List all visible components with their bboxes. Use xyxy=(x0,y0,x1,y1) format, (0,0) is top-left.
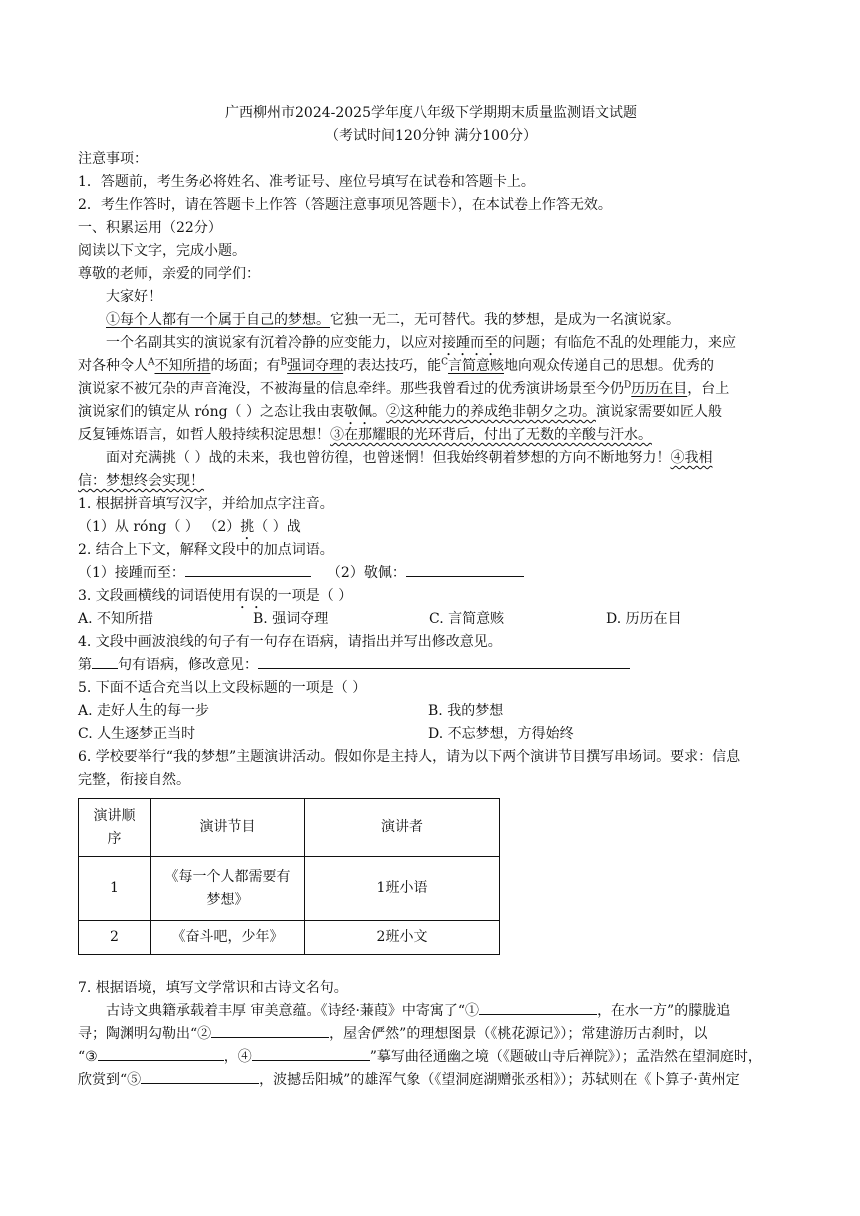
speech-program-table xyxy=(78,798,500,955)
page-title: 广西柳州市2024-2025学年度八年级下学期期末质量监测语文试题 xyxy=(225,105,637,121)
word-b: 强词夺理 xyxy=(287,358,344,374)
answer-blank[interactable] xyxy=(141,1069,259,1084)
option-d[interactable]: D. 历历在目 xyxy=(606,611,682,627)
word-c: 言简意赅 xyxy=(448,358,505,374)
word-d: 历历在目 xyxy=(631,381,688,397)
option-b[interactable]: B. 强词夺理 xyxy=(253,611,329,627)
option-c[interactable]: C. 人生逐梦正当时 xyxy=(78,726,196,742)
sentence-4: ④我相 xyxy=(670,450,713,466)
answer-blank[interactable] xyxy=(479,1000,597,1015)
option-c[interactable]: C. 言简意赅 xyxy=(429,611,505,627)
passage-para-1: ①每个人都有一个属于自己的梦想。它独一无二，无可替代。我的梦想，是成为一名演说家。 xyxy=(106,312,680,328)
answer-blank[interactable] xyxy=(406,562,524,577)
passage-greeting: 尊敬的老师，亲爱的同学们： xyxy=(78,266,260,282)
option-d[interactable]: D. 不忘梦想，方得始终 xyxy=(428,726,574,742)
question-3-options xyxy=(78,608,784,631)
answer-blank[interactable] xyxy=(98,1046,224,1061)
passage-hello: 大家好！ xyxy=(106,289,162,305)
table-cell: 2 xyxy=(79,921,151,955)
option-a[interactable]: A. 不知所措 xyxy=(78,611,154,627)
question-4-answer: 第 句有语病，修改意见： xyxy=(78,654,784,677)
passage-para-2-line-2: 对各种令人$^A$不知所措的场面；有$^B$强词夺理的表达技巧，能$^C$言简意赅地向观众传递自己的思想。优秀的 xyxy=(78,357,715,374)
dotted-word-jiezhongerzhi: 接踵而至 xyxy=(442,335,498,351)
sentence-2: ②这种能力的养成绝非朝夕之功。 xyxy=(386,404,596,420)
passage-para-2-line-3: 演说家不被冗杂的声音淹没，不被海量的信息牵绊。那些我曾看过的优秀演讲场景至今仍$^D$历历在目，台上 xyxy=(78,380,730,397)
table-cell: 1 xyxy=(79,857,151,921)
dotted-word-jingpei: 敬佩 xyxy=(344,404,372,420)
question-3-stem: 3. 文段画横线的词语使用有误的一项是（ ） xyxy=(78,588,353,604)
option-b[interactable]: B. 我的梦想 xyxy=(428,703,504,719)
question-7-line-3: “③ ，④ ”摹写曲径通幽之境（《题破山寺后禅院》）；孟浩然在望洞庭时， xyxy=(78,1046,784,1069)
table-header-row xyxy=(79,799,500,857)
answer-blank[interactable] xyxy=(92,654,118,669)
notice-item-2: 2．考生作答时，请在答题卡上作答（答题注意事项见答题卡），在本试卷上作答无效。 xyxy=(78,197,612,213)
table-header-cell: 演讲者 xyxy=(305,799,500,857)
passage xyxy=(78,286,784,493)
question-7-line-4: 欣赏到“⑤ ，波撼岳阳城”的雄浑气象（《望洞庭湖赠张丞相》）；苏轼则在《卜算子·黄州定 xyxy=(78,1069,784,1092)
answer-blank[interactable] xyxy=(252,1046,370,1061)
sentence-4-end: 信：梦想终会实现！ xyxy=(78,473,204,489)
passage-para-2-line-1: 一个名副其实的演说家有沉着冷静的应变能力，以应对接踵而至的问题；有临危不乱的处理能力，来应 xyxy=(106,335,736,351)
option-a[interactable]: A. 走好人生的每一步 xyxy=(78,703,210,719)
sentence-1: ①每个人都有一个属于自己的梦想。 xyxy=(106,312,330,328)
section-instruction: 阅读以下文字，完成小题。 xyxy=(78,243,246,259)
table-cell: 1班小语 xyxy=(305,857,500,921)
page-subtitle: （考试时间120分钟 满分100分） xyxy=(325,128,537,144)
question-2-answer: （1）接踵而至： （2）敬佩： xyxy=(78,562,784,585)
passage-para-2-line-4: 演说家们的镇定从 róng（ ）之态让我由衷敬佩。②这种能力的养成绝非朝夕之功。演说家需要如匠人般 xyxy=(78,404,722,420)
question-5-options-row-1 xyxy=(78,700,784,723)
passage-para-2-line-5: 反复锤炼语言，如哲人般持续积淀思想！③在那耀眼的光环背后，付出了无数的辛酸与汗水。 xyxy=(78,427,652,443)
notice-heading: 注意事项： xyxy=(78,151,148,167)
answer-blank[interactable] xyxy=(211,1023,329,1038)
question-4-stem: 4. 文段中画波浪线的句子有一句存在语病，请指出并写出修改意见。 xyxy=(78,634,502,650)
table-header-cell: 演讲顺 序 xyxy=(79,799,151,857)
question-6-stem-line-2: 完整，衔接自然。 xyxy=(78,772,190,788)
table-header-cell: 演讲节目 xyxy=(151,799,305,857)
passage-para-3-line-1: 面对充满挑（ ）战的未来，我也曾彷徨，也曾迷惘！但我始终朝着梦想的方向不断地努力！④我相 xyxy=(106,450,713,466)
question-5-stem: 5. 下面不适合充当以上文段标题的一项是（ ） xyxy=(78,680,367,696)
table-cell: 《奋斗吧，少年》 xyxy=(151,921,305,955)
question-2-stem: 2. 结合上下文，解释文段中的加点词语。 xyxy=(78,542,334,558)
table-cell: 2班小文 xyxy=(305,921,500,955)
question-6-stem-line-1: 6. 学校要举行“我的梦想”主题演讲活动。假如你是主持人，请为以下两个演讲节目撰写串场词。要求：信息 xyxy=(78,749,741,765)
answer-blank[interactable] xyxy=(258,654,630,669)
table-row xyxy=(79,857,500,921)
answer-blank[interactable] xyxy=(185,562,311,577)
question-5-options-row-2 xyxy=(78,723,784,746)
question-1-stem: 1. 根据拼音填写汉字，并给加点字注音。 xyxy=(78,496,334,512)
table-row xyxy=(79,921,500,955)
notice-item-1: 1．答题前，考生务必将姓名、准考证号、座位号填写在试卷和答题卡上。 xyxy=(78,174,535,190)
passage-para-3-line-2 xyxy=(78,470,784,493)
question-7-line-2: 寻；陶渊明勾勒出“② ，屋舍俨然”的理想图景（《桃花源记》）；常建游历古刹时，以 xyxy=(78,1023,784,1046)
word-a: 不知所措 xyxy=(154,358,211,374)
section-heading: 一、积累运用（22分） xyxy=(78,220,222,236)
table-cell: 《每一个人都需要有 梦想》 xyxy=(151,857,305,921)
exam-page xyxy=(78,102,784,1092)
question-7-line-1: 古诗文典籍承载着丰厚 审美意蕴。《诗经·蒹葭》中寄寓了“① ，在水一方”的朦胧追 xyxy=(78,1000,784,1023)
question-7-stem: 7. 根据语境，填写文学常识和古诗文名句。 xyxy=(78,980,348,996)
question-1-answer: （1）从 róng（ ） （2）挑（ ）战 xyxy=(78,519,301,535)
sentence-3: ③在那耀眼的光环背后，付出了无数的辛酸与汗水。 xyxy=(330,427,652,443)
